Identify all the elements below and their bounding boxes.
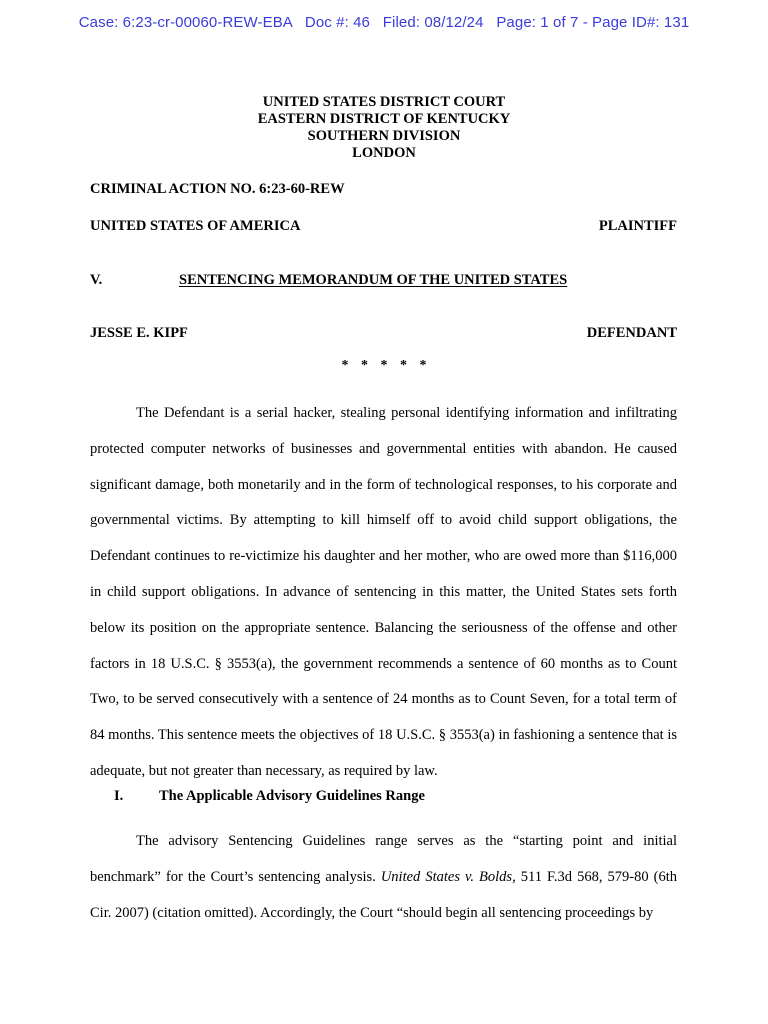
separator-star: *	[419, 358, 427, 373]
court-district-line: EASTERN DISTRICT OF KENTUCKY	[257, 111, 511, 127]
court-caption	[0, 94, 768, 162]
defendant-role: DEFENDANT	[586, 325, 677, 341]
criminal-action-number: CRIMINAL ACTION NO. 6:23-60-REW	[90, 181, 345, 197]
versus-label: V.	[90, 272, 103, 288]
section-paragraph-part2: , 511 F.3d 568, 579-80 (6th Cir. 2007) (citation omitted). Accordingly, the Court “should begin all sentencing proceedings by	[90, 868, 677, 921]
section-paragraph	[90, 824, 677, 931]
separator-star: *	[361, 358, 368, 373]
plaintiff-name: UNITED STATES OF AMERICA	[90, 218, 301, 234]
section-number: I.	[114, 788, 124, 804]
court-location-line: LONDON	[352, 145, 416, 161]
intro-body	[90, 396, 677, 790]
case-citation-name: United States v. Bolds	[380, 868, 513, 885]
document-title: SENTENCING MEMORANDUM OF THE UNITED STATES	[179, 272, 568, 288]
court-division-line: SOUTHERN DIVISION	[307, 128, 461, 144]
section-heading	[114, 788, 425, 805]
section-separator	[0, 358, 768, 374]
separator-star: *	[380, 358, 388, 373]
section-title: The Applicable Advisory Guidelines Range	[159, 788, 425, 804]
separator-star: *	[400, 358, 407, 373]
court-name-line: UNITED STATES DISTRICT COURT	[262, 94, 506, 110]
defendant-name: JESSE E. KIPF	[90, 325, 188, 341]
section-paragraph-part1: The advisory Sentencing Guidelines range serves as the “starting point and initial benchmark” for the Court’s sentencing analysis.	[90, 833, 677, 885]
intro-paragraph: The Defendant is a serial hacker, stealing personal identifying information and infiltrating protected computer networks of businesses and governmental entities with abandon. He caused significant damage, both monetarily and in the form of technological responses, to his corporate and governmental victims. By attempting to kill himself off to avoid child support obligations, the Defendant continues to re-victimize his daughter and her mother, who are owed more than $116,000 in child support obligations. In advance of sentencing in this matter, the United States sets forth below its position on the appropriate sentence. Balancing the seriousness of the offense and other factors in 18 U.S.C. § 3553(a), the government recommends a sentence of 60 months as to Count Two, to be served consecutively with a sentence of 24 months as to Count Seven, for a total term of 84 months. This sentence meets the objectives of 18 U.S.C. § 3553(a) in fashioning a sentence that is adequate, but not greater than necessary, as required by law.	[90, 405, 677, 779]
plaintiff-role: PLAINTIFF	[598, 218, 677, 234]
section-body	[90, 824, 677, 931]
separator-star: *	[341, 358, 349, 373]
filing-header-stamp: Case: 6:23-cr-00060-REW-EBA Doc #: 46 Filed: 08/12/24 Page: 1 of 7 - Page ID#: 131	[78, 14, 690, 31]
